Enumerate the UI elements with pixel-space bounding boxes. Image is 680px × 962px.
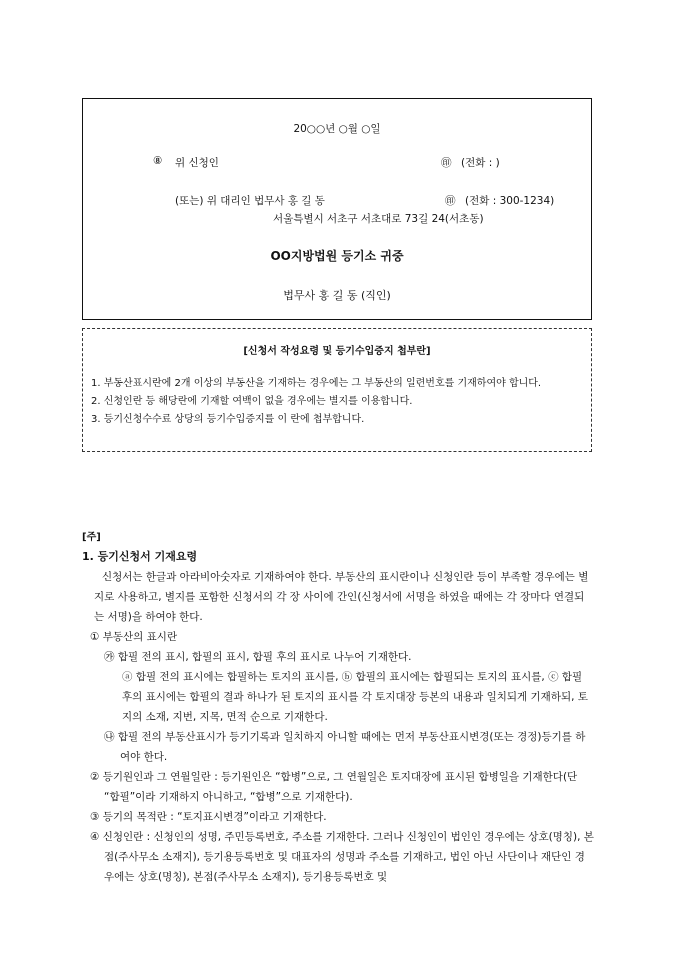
agent-seal: ㊞ <box>445 195 456 207</box>
item-1-title: ① 부동산의 표시란 <box>90 631 178 643</box>
notes-box-item: 3. 등기신청수수료 상당의 등기수입증지를 이 란에 첩부합니다. <box>91 414 365 425</box>
item-1-sub-1: ㉮ 합필 전의 표시, 합필의 표시, 합필 후의 표시로 나누어 기재한다. <box>104 651 412 663</box>
agent-address: 서울특별시 서초구 서초대로 73길 24(서초동) <box>273 213 484 225</box>
applicant-phone: (전화 : ) <box>461 157 500 169</box>
signature-box <box>82 98 592 320</box>
item-4: ④ 신청인란 : 신청인의 성명, 주민등록번호, 주소를 기재한다. 그러나 신청인이 법인인 경우에는 상호(명칭), 본점(주사무소 소재지), 등기용등록번호 및 대표자의 성명과 주소를 기재하고, 법인 아닌 사단이나 재단인 경우에는 상호(명칭), 본점(주사무소 소재지), 등기용등록번호 및 <box>90 831 594 883</box>
date-line: 20○○년 ○월 ○일 <box>293 123 381 135</box>
item-1-sub-2: ㉯ 합필 전의 부동산표시가 등기기록과 일치하지 아니할 때에는 먼저 부동산표시변경(또는 경정)등기를 하여야 한다. <box>104 731 586 763</box>
item-2: ② 등기원인과 그 연월일란 : 등기원인은 “합병”으로, 그 연월일은 토지대장에 표시된 합병일을 기재한다(단 “합필”이라 기재하지 아니하고, “합병”으로 기재한다). <box>90 771 578 803</box>
agent-line: (또는) 위 대리인 법무사 홍 길 동 <box>175 195 325 207</box>
notes-body <box>82 567 594 887</box>
notes-box-list <box>91 375 585 429</box>
notes-box-item: 1. 부동산표시란에 2개 이상의 부동산을 기재하는 경우에는 그 부동산의 일련번호를 기재하여야 합니다. <box>91 378 542 389</box>
applicant-label: 위 신청인 <box>175 157 219 169</box>
notes-box-title: [신청서 작성요령 및 등기수입증지 첩부란] <box>243 346 431 357</box>
section-title: 1. 등기신청서 기재요령 <box>82 550 198 563</box>
item-1-sub-1-body: ⓐ 합필 전의 표시에는 합필하는 토지의 표시를, ⓑ 합필의 표시에는 합필되는 토지의 표시를, ⓒ 합필 후의 표시에는 합필의 결과 하나가 된 토지의 표시를 각 토지대장 등본의 내용과 일치되게 기재하되, 토지의 소재, 지번, 지목, 면적 순으로 기재한다. <box>122 671 588 723</box>
agent-phone: (전화 : 300-1234) <box>465 195 555 207</box>
notes-box-item: 2. 신청인란 등 해당란에 기재할 여백이 없을 경우에는 별지를 이용합니다. <box>91 396 413 407</box>
intro-paragraph: 신청서는 한글과 아라비아숫자로 기재하여야 한다. 부동산의 표시란이나 신청인란 등이 부족할 경우에는 별지로 사용하고, 별지를 포함한 신청서의 각 장 사이에 간인(신청서에 서명을 하였을 때에는 각 장마다 연결되는 서명)을 하여야 한다. <box>94 571 589 623</box>
court-name: OO지방법원 등기소 귀중 <box>270 249 404 263</box>
applicant-seal: ⑧ <box>153 155 163 167</box>
notes-box <box>82 328 592 452</box>
item-3: ③ 등기의 목적란 : “토지표시변경”이라고 기재한다. <box>90 811 327 823</box>
applicant-phone-seal: ㊞ <box>441 157 452 169</box>
notes-label: [주] <box>82 532 101 543</box>
signer-line: 법무사 홍 길 동 (직인) <box>283 289 391 302</box>
